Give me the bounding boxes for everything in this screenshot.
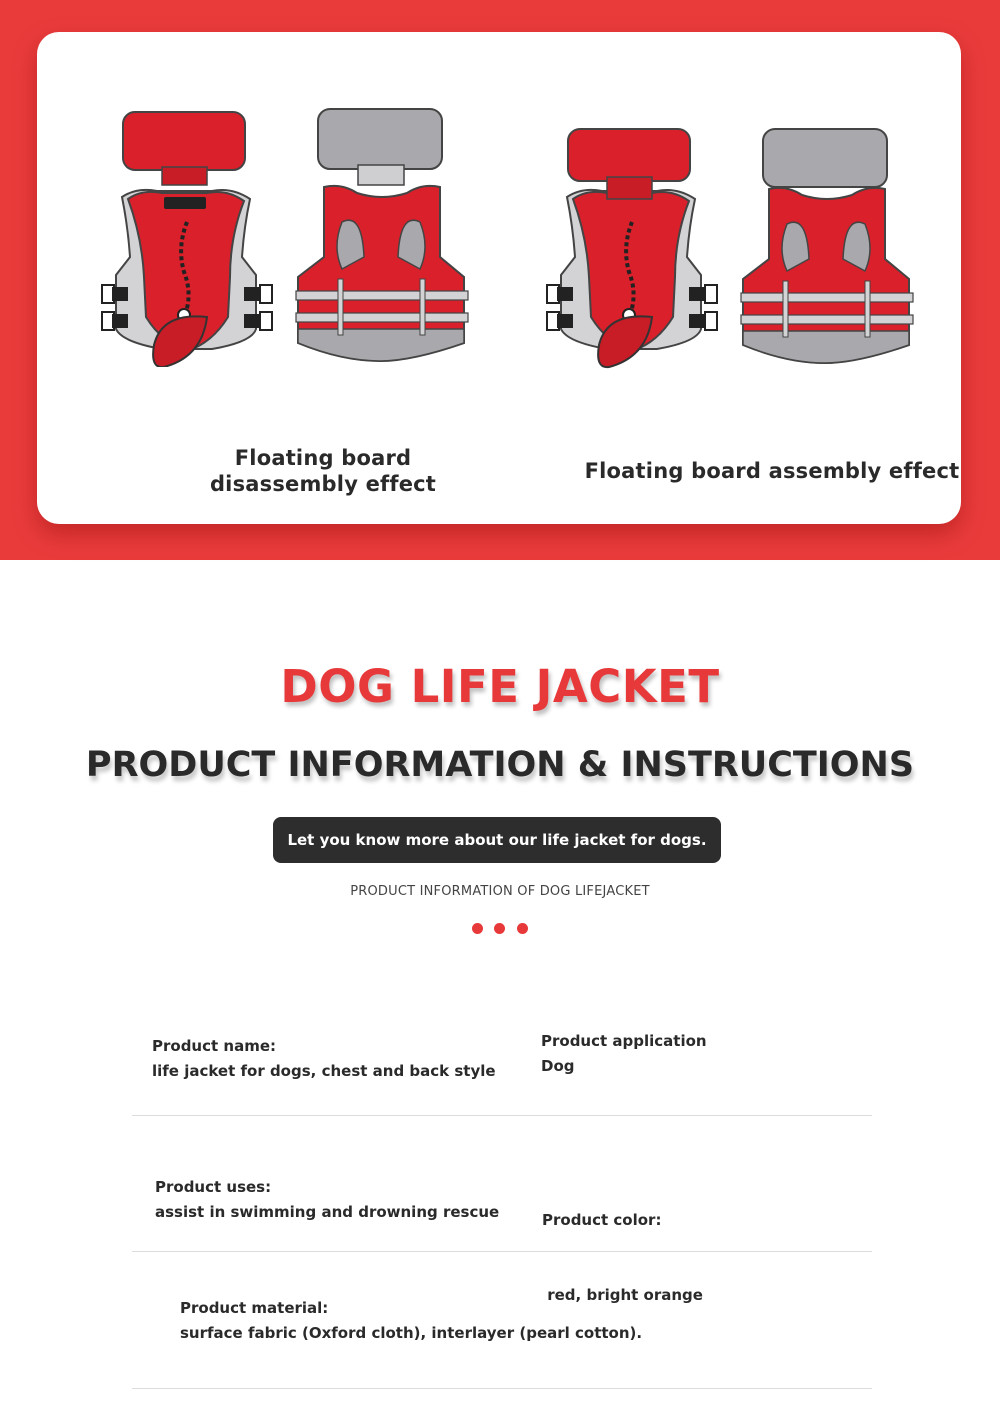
info-application-value: Dog — [541, 1057, 575, 1075]
vest-back-disassembled-illustration — [292, 107, 472, 367]
illustration-card — [37, 32, 961, 524]
info-uses-label: Product uses: — [155, 1178, 272, 1196]
info-uses-value: assist in swimming and drowning rescue — [155, 1203, 500, 1221]
vest-front-assembled-illustration — [537, 127, 727, 372]
info-product-material — [180, 1296, 642, 1346]
dot-icon — [517, 923, 528, 934]
info-product-name-label: Product name: — [152, 1037, 276, 1055]
page-subtitle: PRODUCT INFORMATION & INSTRUCTIONS — [85, 745, 915, 785]
info-product-application — [541, 1029, 707, 1079]
caption-disassembly-line1: Floating board — [234, 446, 412, 470]
section-heading: PRODUCT INFORMATION OF DOG LIFEJACKET — [350, 884, 650, 899]
intro-pill — [273, 817, 721, 863]
caption-disassembly — [187, 445, 459, 497]
dot-icon — [494, 923, 505, 934]
intro-pill-text: Let you know more about our life jacket for dogs. — [287, 831, 707, 849]
caption-disassembly-line2: disassembly effect — [209, 472, 437, 496]
dot-icon — [472, 923, 483, 934]
divider — [132, 1388, 872, 1389]
info-product-name — [152, 1034, 496, 1084]
page-title: DOG LIFE JACKET — [280, 660, 720, 713]
vest-front-disassembled-illustration — [92, 107, 282, 367]
info-color-value: red, bright orange — [542, 1286, 703, 1304]
info-material-label: Product material: — [180, 1299, 329, 1317]
divider — [132, 1115, 872, 1116]
vest-back-assembled-illustration — [737, 127, 917, 372]
info-product-uses — [155, 1175, 499, 1225]
info-product-name-value: life jacket for dogs, chest and back style — [152, 1062, 496, 1080]
dot-decoration — [470, 923, 530, 935]
info-application-label: Product application — [541, 1032, 707, 1050]
info-color-label: Product color: — [542, 1211, 662, 1229]
caption-assembly: Floating board assembly effect — [584, 459, 960, 483]
divider — [132, 1251, 872, 1252]
info-material-value: surface fabric (Oxford cloth), interlayer (pearl cotton). — [180, 1324, 643, 1342]
